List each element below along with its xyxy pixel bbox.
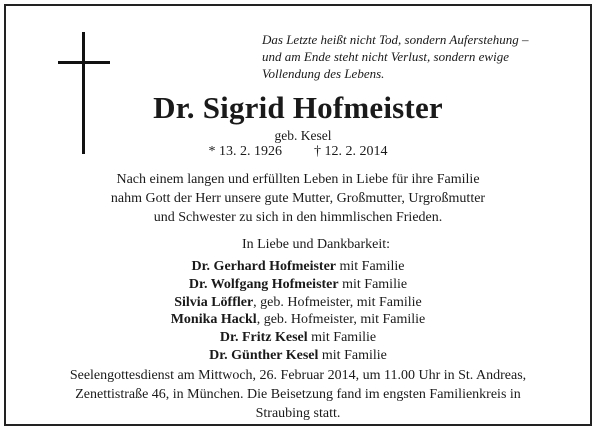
mourner-item [6, 329, 590, 347]
mourner-suffix: mit Familie [336, 259, 405, 274]
mourner-suffix: , geb. Hofmeister, mit Familie [256, 312, 426, 328]
announcement-line: und Schwester zu sich in den himmlischen Frieden. [153, 210, 443, 225]
quote-line: und am Ende steht nicht Verlust, sondern ewige [262, 49, 509, 64]
mourner-item [6, 294, 590, 312]
gratitude-heading: In Liebe und Dankbarkeit: [241, 237, 391, 252]
mourner-item [6, 311, 590, 329]
announcement-line: Nach einem langen und erfüllten Leben in Liebe für ihre Familie [116, 172, 480, 187]
mourner-name: Dr. Günther Kesel [209, 347, 319, 363]
mourner-name: Dr. Gerhard Hofmeister [191, 259, 337, 274]
epigraph-quote [262, 31, 562, 82]
service-line: Straubing statt. [255, 406, 341, 421]
quote-line: Das Letzte heißt nicht Tod, sondern Auferstehung – [262, 32, 529, 47]
announcement-line: nahm Gott der Herr unsere gute Mutter, Großmutter, Urgroßmutter [110, 191, 486, 206]
service-line: Zenettistraße 46, in München. Die Beisetzung fand im engsten Familienkreis in [75, 387, 521, 402]
mourner-name: Monika Hackl [170, 312, 257, 328]
mourner-name: Dr. Fritz Kesel [219, 330, 308, 346]
mourner-suffix: mit Familie [307, 330, 377, 346]
service-line: Seelengottesdienst am Mittwoch, 26. Februar 2014, um 11.00 Uhr in St. Andreas, [69, 368, 527, 383]
mourner-suffix: , geb. Hofmeister, mit Familie [253, 294, 422, 310]
mourner-name: Silvia Löffler [174, 294, 254, 310]
deceased-name: Dr. Sigrid Hofmeister [153, 90, 443, 125]
mourner-item [6, 347, 590, 365]
obituary-card [4, 4, 592, 426]
mourner-suffix: mit Familie [318, 347, 387, 363]
death-date: † 12. 2. 2014 [314, 144, 388, 159]
service-details [6, 366, 590, 423]
mourner-item [6, 258, 590, 276]
announcement-text [6, 170, 590, 227]
maiden-name: geb. Kesel [274, 128, 332, 143]
life-dates [6, 144, 590, 160]
mourners-list [6, 258, 590, 365]
mourner-name: Dr. Wolfgang Hofmeister [188, 276, 339, 292]
birth-date: * 13. 2. 1926 [208, 144, 282, 159]
mourner-suffix: mit Familie [338, 276, 408, 292]
quote-line: Vollendung des Lebens. [262, 66, 385, 81]
mourner-item [6, 276, 590, 294]
